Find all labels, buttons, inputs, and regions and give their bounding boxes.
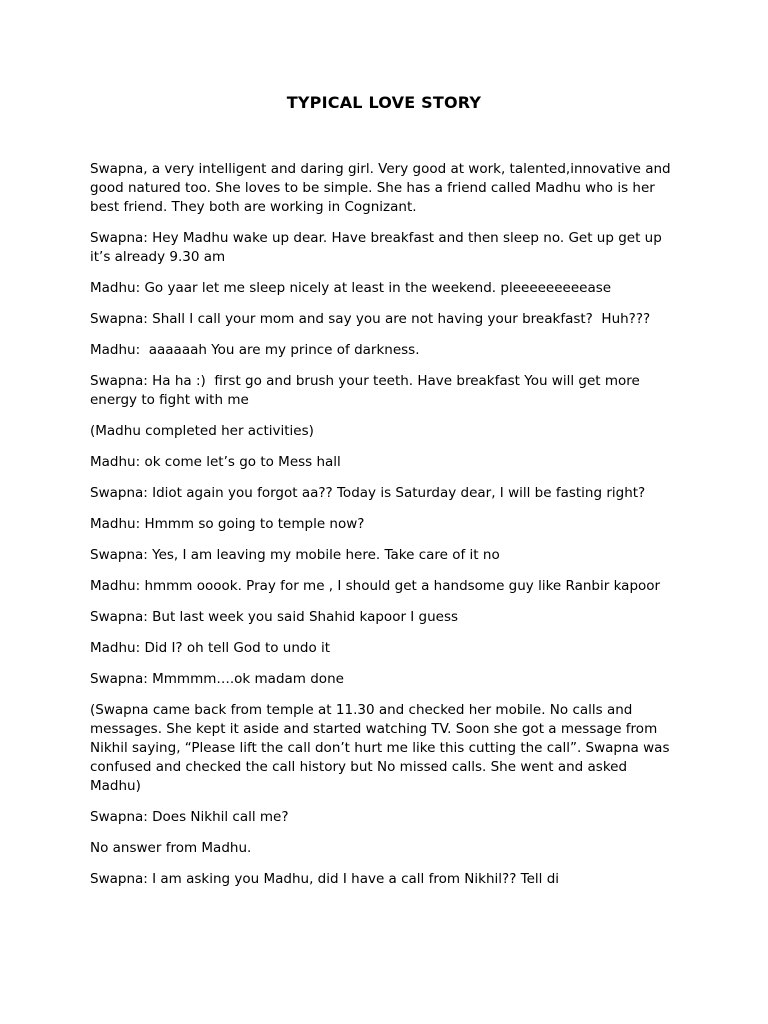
document-body: [90, 160, 680, 901]
document-title: TYPICAL LOVE STORY: [286, 93, 482, 112]
paragraph: Swapna, a very intelligent and daring girl. Very good at work, talented,innovative and good natured too. She loves to be simple. She has a friend called Madhu who is her best friend. They both are working in Cognizant.: [90, 161, 675, 215]
paragraph: Swapna: Mmmmm….ok madam done: [90, 671, 344, 687]
paragraph: No answer from Madhu.: [90, 840, 252, 856]
paragraph: Swapna: Hey Madhu wake up dear. Have breakfast and then sleep no. Get up get up it’s already 9.30 am: [90, 230, 667, 265]
paragraph: Madhu: hmmm ooook. Pray for me , I should get a handsome guy like Ranbir kapoor: [90, 578, 661, 594]
paragraph: Madhu: ok come let’s go to Mess hall: [90, 454, 341, 470]
paragraph: Swapna: Shall I call your mom and say you are not having your breakfast? Huh???: [90, 311, 651, 327]
paragraph: Swapna: Idiot again you forgot aa?? Today is Saturday dear, I will be fasting right?: [90, 485, 646, 501]
paragraph: Swapna: Ha ha :) first go and brush your teeth. Have breakfast You will get more energy to fight with me: [90, 373, 645, 408]
paragraph: Swapna: But last week you said Shahid kapoor I guess: [90, 609, 459, 625]
paragraph: Madhu: Did I? oh tell God to undo it: [90, 640, 331, 656]
paragraph: (Swapna came back from temple at 11.30 and checked her mobile. No calls and messages. She kept it aside and started watching TV. Soon she got a message from Nikhil saying, “Please lift the call don’t hurt me like this cutting the call”. Swapna was confused and checked the call history but No missed calls. She went and asked Madhu): [90, 702, 674, 794]
paragraph: Madhu: Hmmm so going to temple now?: [90, 516, 365, 532]
paragraph: (Madhu completed her activities): [90, 423, 314, 439]
paragraph: Madhu: Go yaar let me sleep nicely at least in the weekend. pleeeeeeeeease: [90, 280, 612, 296]
paragraph: Swapna: Yes, I am leaving my mobile here. Take care of it no: [90, 547, 500, 563]
paragraph: Madhu: aaaaaah You are my prince of darkness.: [90, 342, 420, 358]
paragraph: Swapna: I am asking you Madhu, did I have a call from Nikhil?? Tell di: [90, 871, 560, 887]
paragraph: Swapna: Does Nikhil call me?: [90, 809, 289, 825]
